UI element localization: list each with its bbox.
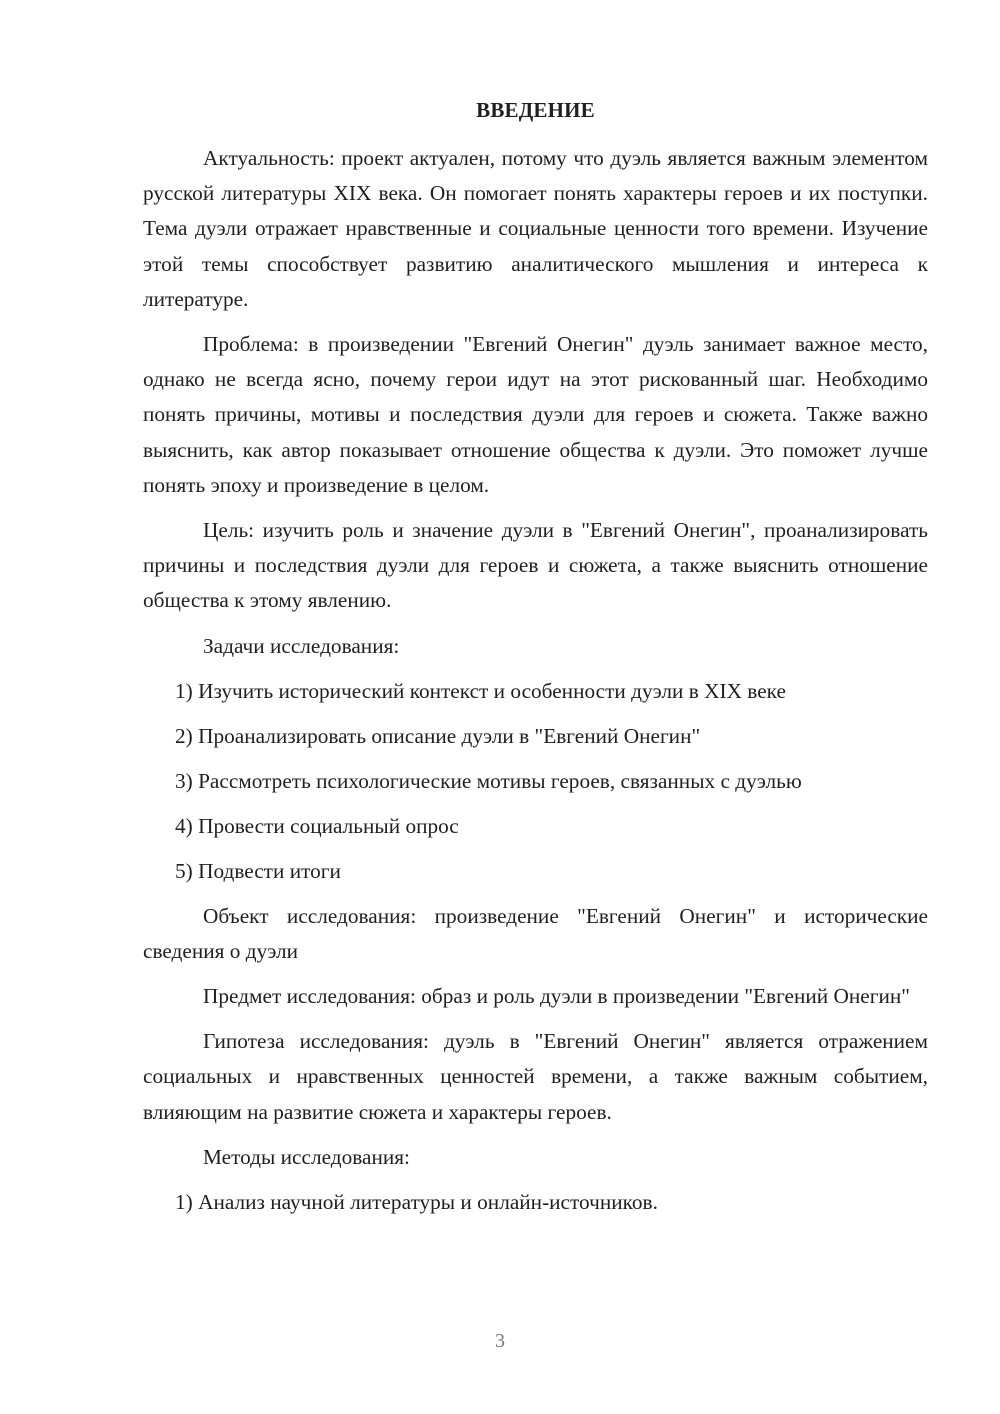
paragraph-object: Объект исследования: произведение "Евгений Онегин" и исторические сведения о дуэли	[143, 903, 928, 963]
tasks-label: Задачи исследования:	[203, 633, 400, 658]
tasks-list	[143, 674, 928, 889]
paragraph-problem: Проблема: в произведении "Евгений Онегин" дуэль занимает важное место, однако не всегда ясно, почему герои идут на этот рискованный шаг. Необходимо понять причины, мотивы и последствия дуэли для героев и сюжета. Также важно выяснить, как автор показывает отношение общества к дуэли. Это поможет лучше понять эпоху и произведение в целом.	[143, 332, 928, 497]
list-item: 5) Подвести итоги	[175, 858, 341, 883]
document-page	[143, 94, 928, 1230]
methods-list	[143, 1185, 928, 1220]
methods-label: Методы исследования:	[203, 1144, 410, 1169]
list-item: 3) Рассмотреть психологические мотивы героев, связанных с дуэлью	[175, 768, 802, 793]
paragraph-subject: Предмет исследования: образ и роль дуэли в произведении "Евгений Онегин"	[203, 984, 910, 1009]
page-number: 3	[495, 1330, 505, 1352]
list-item: 4) Провести социальный опрос	[175, 813, 459, 838]
section-title: ВВЕДЕНИЕ	[476, 98, 595, 122]
list-item: 1) Изучить исторический контекст и особенности дуэли в XIX веке	[175, 678, 786, 703]
paragraph-hypothesis: Гипотеза исследования: дуэль в "Евгений Онегин" является отражением социальных и нравственных ценностей времени, а также важным событием, влияющим на развитие сюжета и характеры героев.	[143, 1029, 928, 1124]
paragraph-relevance: Актуальность: проект актуален, потому что дуэль является важным элементом русской литературы XIX века. Он помогает понять характеры героев и их поступки. Тема дуэли отражает нравственные и социальные ценности того времени. Изучение этой темы способствует развитию аналитического мышления и интереса к литературе.	[143, 146, 928, 311]
list-item: 2) Проанализировать описание дуэли в "Евгений Онегин"	[175, 723, 701, 748]
list-item: 1) Анализ научной литературы и онлайн-источников.	[175, 1189, 658, 1214]
paragraph-goal: Цель: изучить роль и значение дуэли в "Евгений Онегин", проанализировать причины и последствия дуэли для героев и сюжета, а также выяснить отношение общества к этому явлению.	[143, 518, 928, 613]
